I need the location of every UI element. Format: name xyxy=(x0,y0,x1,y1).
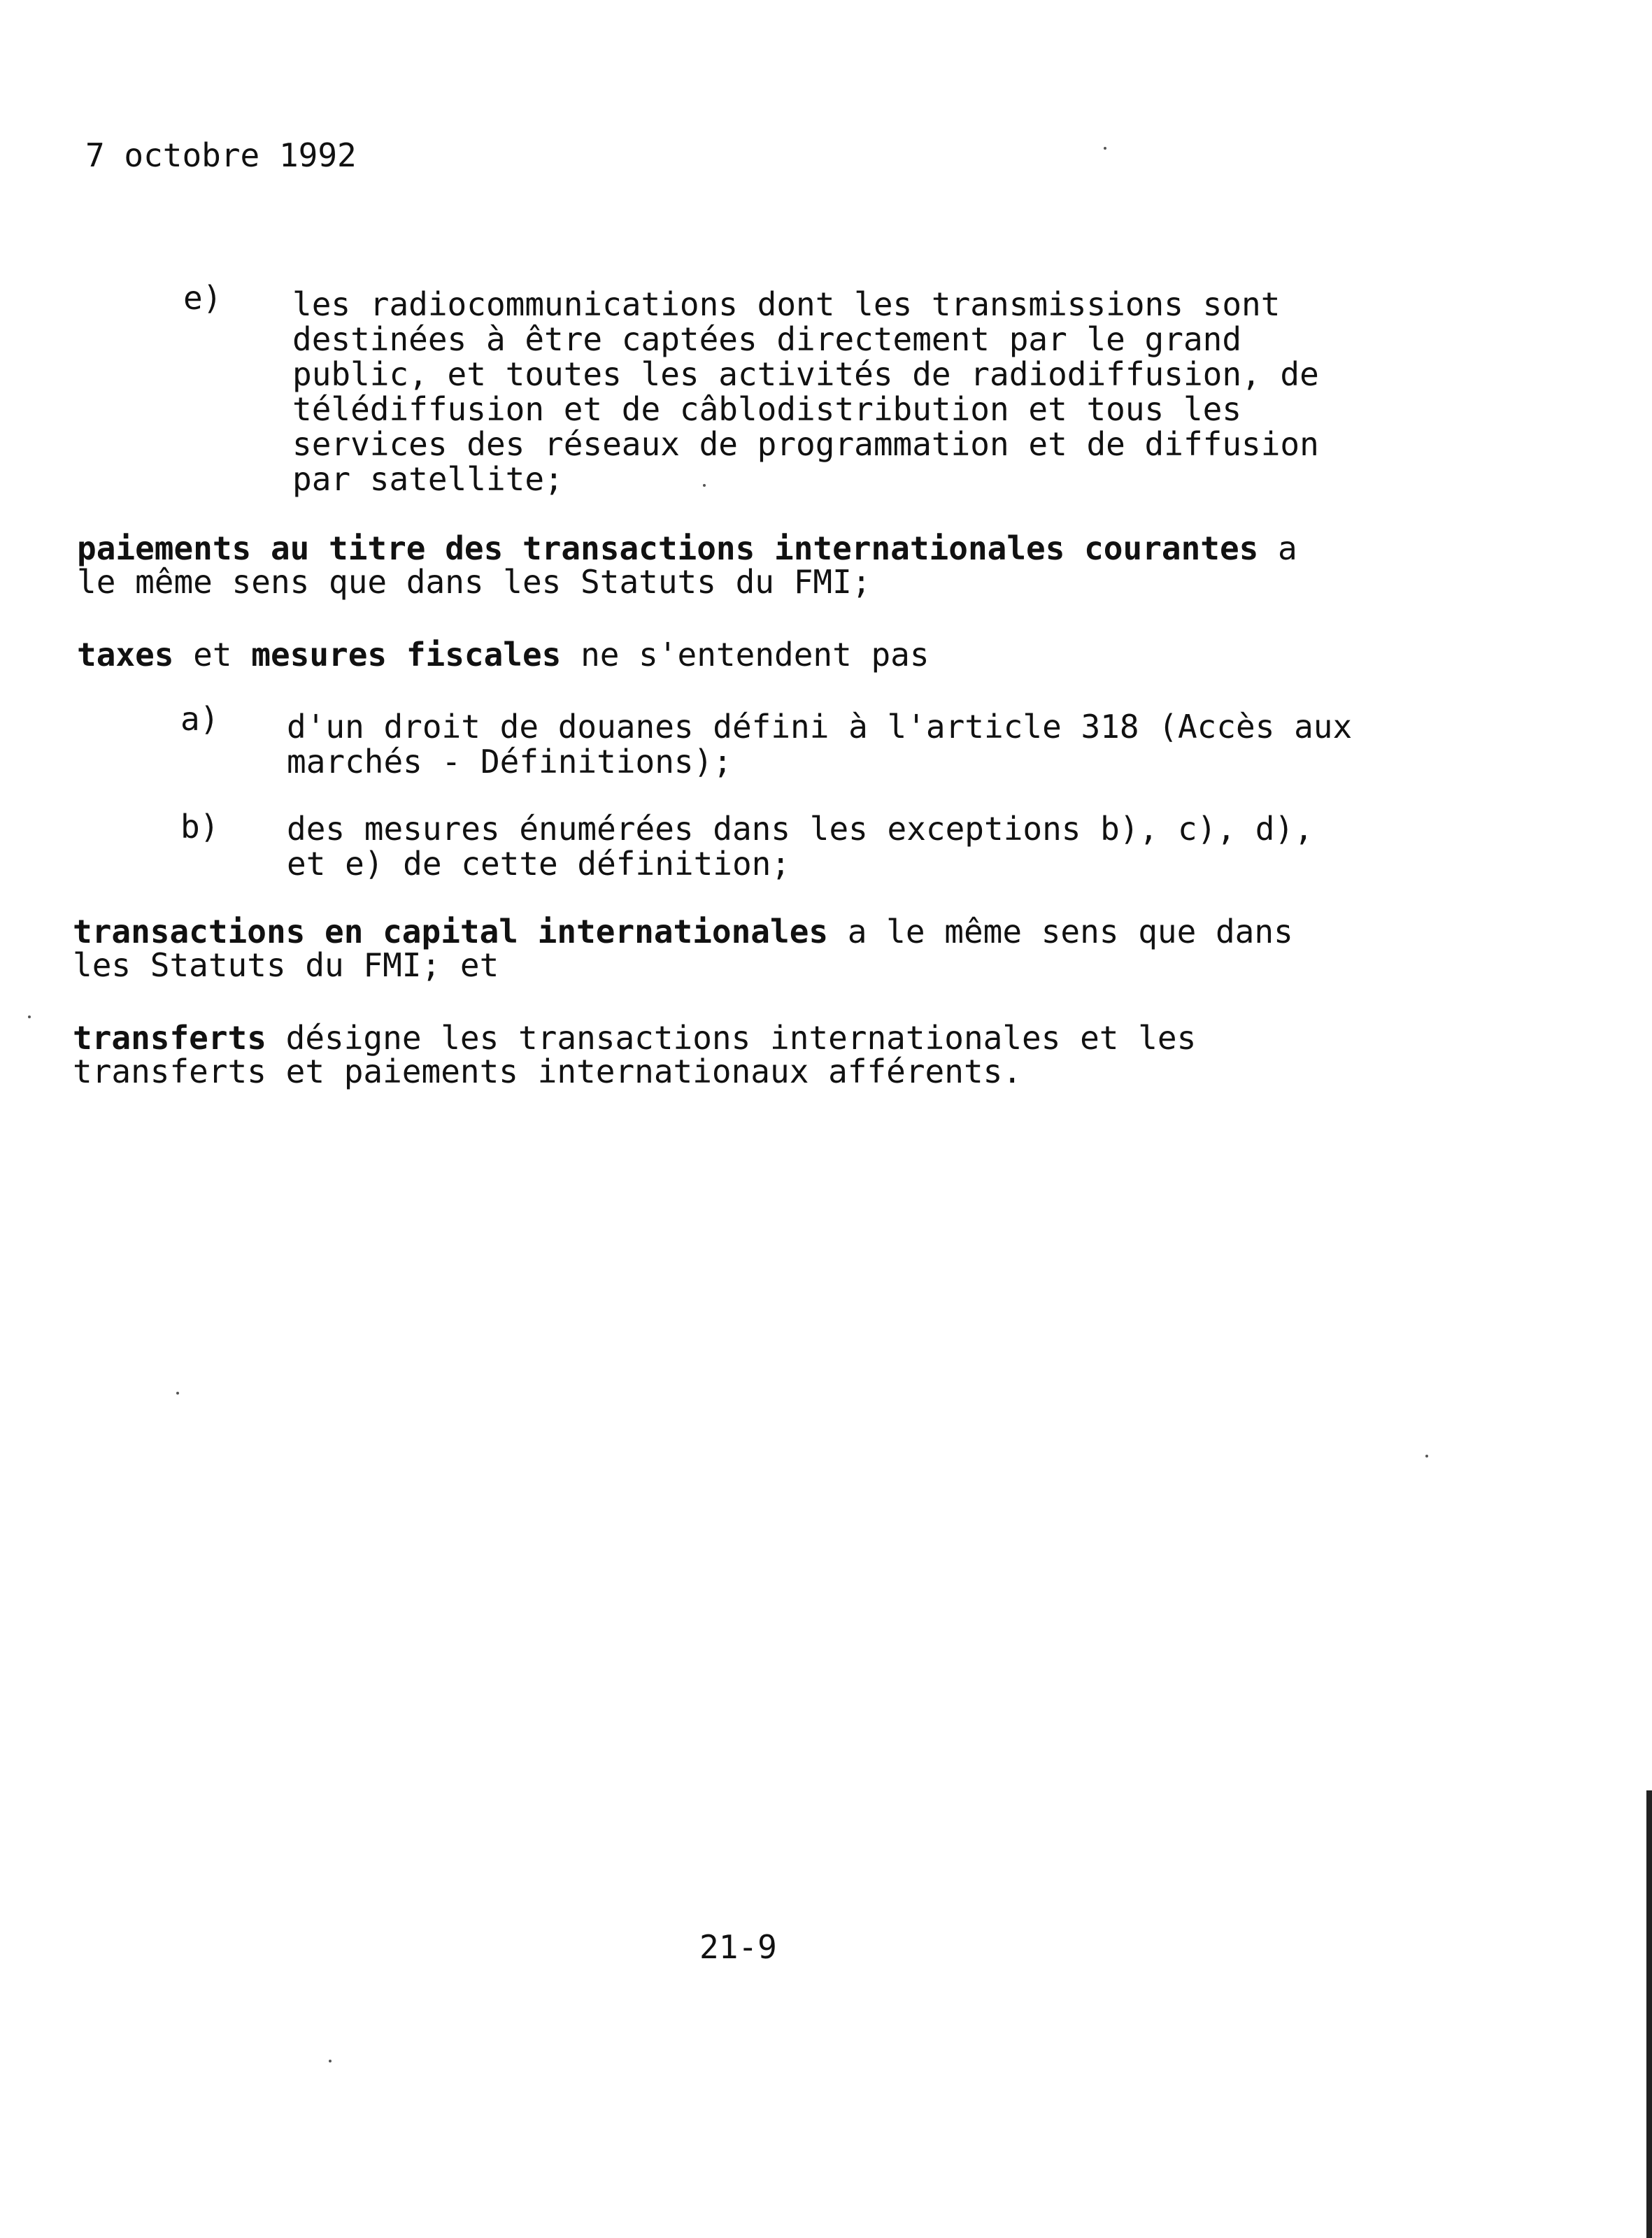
definition-taxes-connector: et xyxy=(173,636,252,673)
item-e-line: public, et toutes les activités de radiodiffusion, de xyxy=(292,355,1319,393)
definition-transferts xyxy=(73,1021,1196,1088)
definition-paiements-line2: le même sens que dans les Statuts du FMI; xyxy=(77,563,871,601)
item-e-text xyxy=(292,287,1319,497)
definition-paiements xyxy=(77,529,1297,601)
scan-edge-shadow xyxy=(1646,1790,1652,2238)
term-taxes: taxes xyxy=(77,636,174,673)
item-e-label: e) xyxy=(183,279,222,317)
item-b-line: et e) de cette définition; xyxy=(287,845,791,883)
item-b-line: des mesures énumérées dans les exceptions b), c), d), xyxy=(287,810,1313,848)
item-b-label: b) xyxy=(180,808,220,846)
definition-capital-line2: les Statuts du FMI; et xyxy=(73,946,499,984)
item-e-line: services des réseaux de programmation et de diffusion xyxy=(292,425,1319,463)
scan-speck xyxy=(1425,1455,1428,1457)
item-e-line: par satellite; xyxy=(292,460,564,498)
definition-transferts-line1 xyxy=(73,1021,1196,1055)
definition-capital xyxy=(73,915,1293,982)
term-mesures-fiscales: mesures fiscales xyxy=(251,636,562,673)
definition-capital-line1 xyxy=(73,915,1293,948)
definition-transferts-line2: transferts et paiements internationaux afférents. xyxy=(73,1053,1023,1090)
definition-paiements-line1 xyxy=(77,529,1297,567)
definition-transferts-rest: désigne les transactions internationales et les xyxy=(266,1019,1197,1057)
scan-speck xyxy=(176,1392,179,1395)
scan-speck xyxy=(1104,147,1106,150)
item-a-text xyxy=(287,709,1352,779)
page-number: 21-9 xyxy=(699,1928,777,1966)
definition-taxes-rest: ne s'entendent pas xyxy=(561,636,930,673)
term-transactions-capital: transactions en capital internationales xyxy=(73,913,829,950)
scan-speck xyxy=(28,1015,31,1018)
term-paiements: paiements au titre des transactions internationales courantes xyxy=(77,529,1259,567)
definition-taxes xyxy=(77,638,930,671)
document-date: 7 octobre 1992 xyxy=(85,136,357,174)
scan-speck xyxy=(703,484,706,487)
item-a-label: a) xyxy=(180,700,220,738)
item-e-line: télédiffusion et de câblodistribution et tous les xyxy=(292,390,1242,428)
item-a-line: marchés - Définitions); xyxy=(287,743,732,781)
definition-paiements-rest: a xyxy=(1258,529,1297,567)
item-a-line: d'un droit de douanes défini à l'article 318 (Accès aux xyxy=(287,708,1353,746)
item-b-text xyxy=(287,811,1313,881)
term-transferts: transferts xyxy=(73,1019,266,1057)
item-e-line: destinées à être captées directement par le grand xyxy=(292,320,1242,358)
definition-capital-rest: a le même sens que dans xyxy=(828,913,1293,950)
item-e-line: les radiocommunications dont les transmissions sont xyxy=(292,285,1281,323)
scan-speck xyxy=(329,2060,332,2062)
